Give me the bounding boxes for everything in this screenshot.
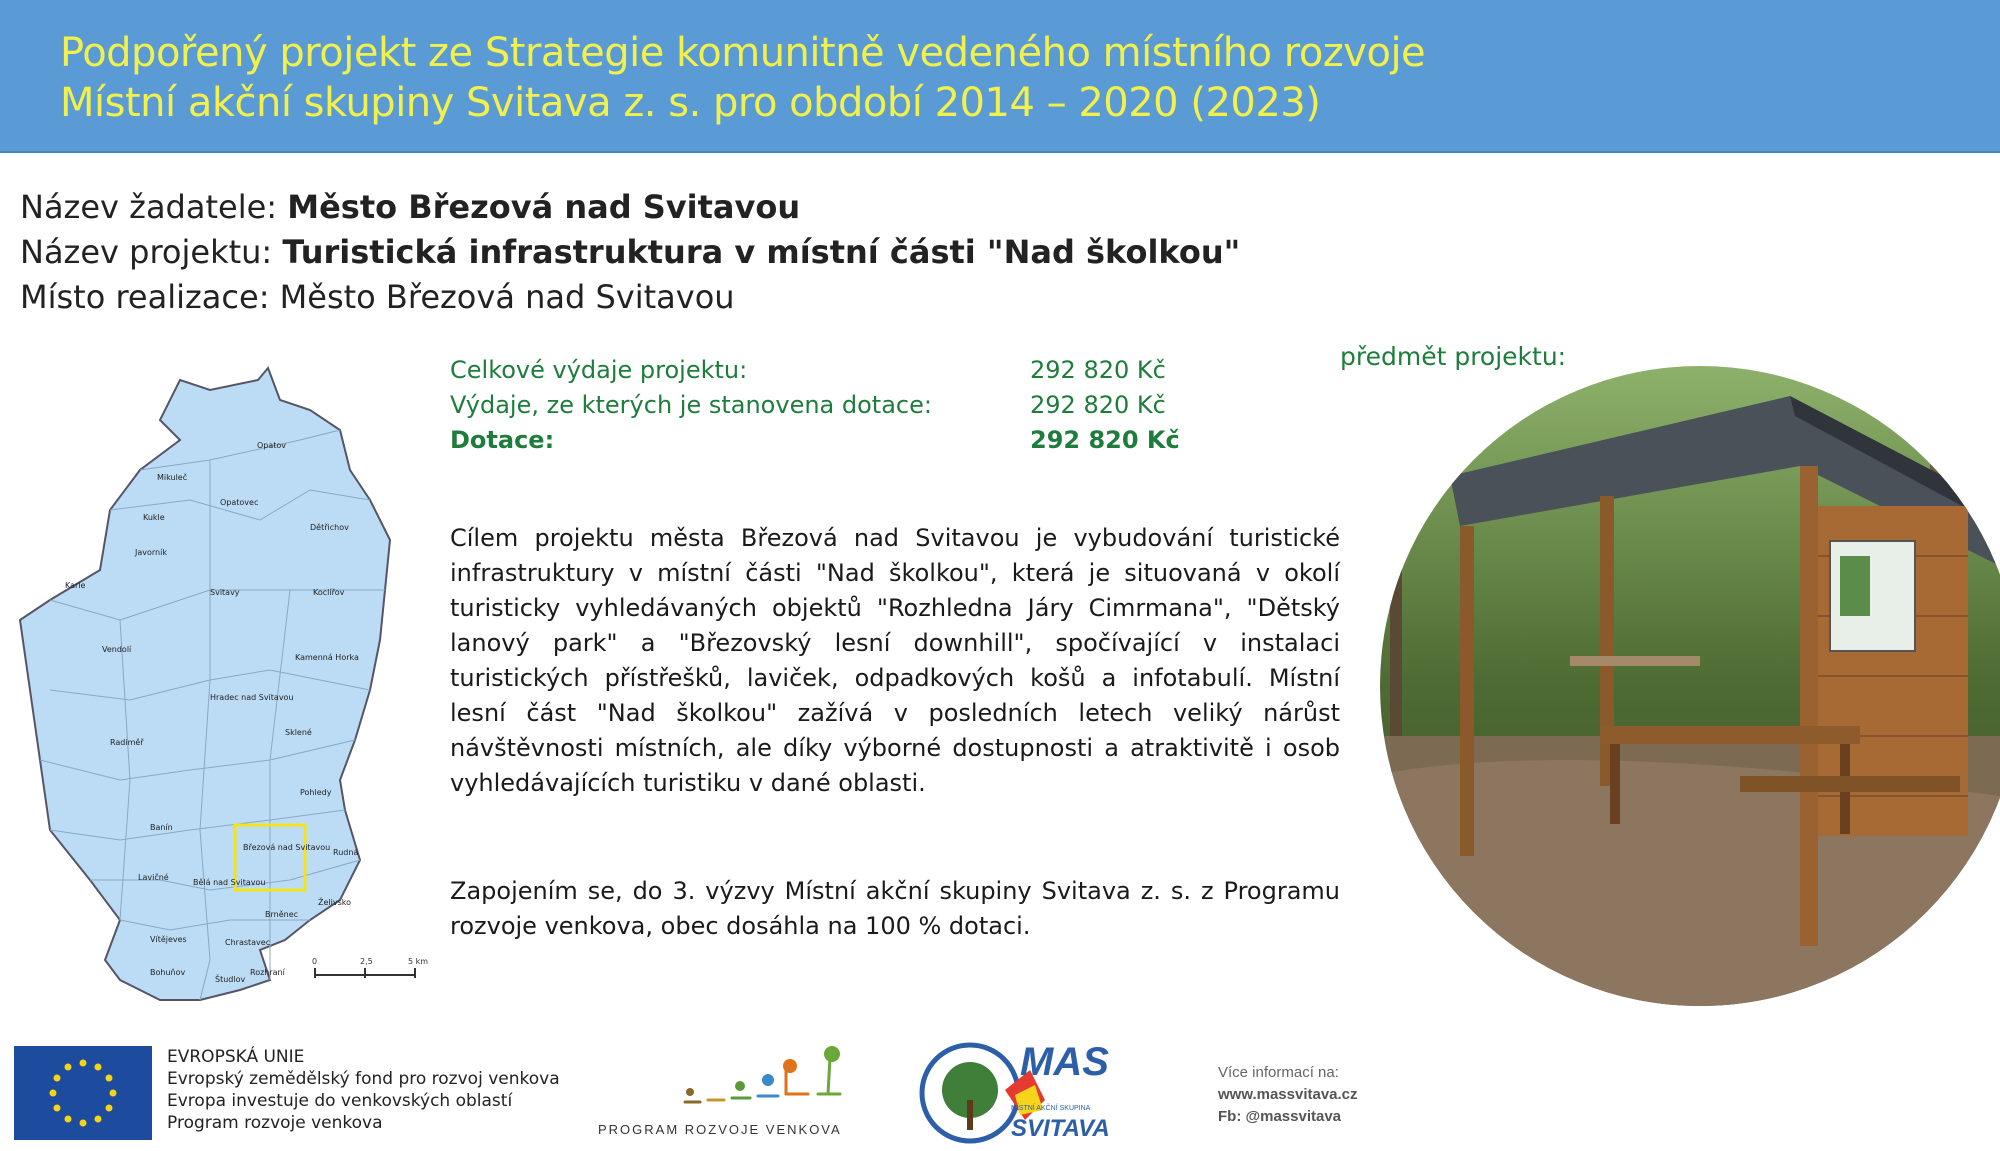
map-label: Kukle <box>143 513 165 522</box>
mas-title: MAS <box>1020 1040 1109 1084</box>
prv-text: PROGRAM ROZVOJE VENKOVA <box>598 1122 842 1137</box>
map-label: Študlov <box>215 975 246 984</box>
map-label: Bělá nad Svitavou <box>193 878 266 887</box>
budget-value: 292 820 Kč <box>1030 391 1166 419</box>
map-label: Želivsko <box>318 898 351 907</box>
map-label: Březová nad Svitavou <box>243 843 331 852</box>
map-label: Koclířov <box>313 588 345 597</box>
map-label: Opatov <box>257 441 287 450</box>
project-value: Turistická infrastruktura v místní části "Nad školkou" <box>282 233 1241 271</box>
more-info-web[interactable]: www.massvitava.cz <box>1218 1086 1358 1103</box>
budget-label: Výdaje, ze kterých je stanovena dotace: <box>450 391 932 419</box>
mas-small-text: MÍSTNÍ AKČNÍ SKUPINA <box>1011 1105 1091 1112</box>
eu-line: EVROPSKÁ UNIE <box>167 1047 305 1067</box>
map-label: Kamenná Horka <box>295 653 359 662</box>
map-label: Bohuňov <box>150 968 186 977</box>
map-label: Hradec nad Svitavou <box>210 693 294 702</box>
budget-label: Dotace: <box>450 426 555 454</box>
place-value: Město Březová nad Svitavou <box>279 278 735 316</box>
map-label: Brněnec <box>265 910 299 919</box>
mas-sub: SVITAVA <box>1011 1115 1110 1142</box>
place-label: Místo realizace: <box>20 278 280 316</box>
eu-line: Program rozvoje venkova <box>167 1113 383 1133</box>
map-label: Pohledy <box>300 788 332 797</box>
map-label: Mikuleč <box>157 473 188 482</box>
place-line <box>20 278 735 316</box>
budget-value: 292 820 Kč <box>1030 356 1166 384</box>
more-info-facebook[interactable]: Fb: @massvitava <box>1218 1108 1342 1125</box>
project-photo <box>1370 356 2000 1010</box>
budget-row-eligible <box>450 391 1170 426</box>
subject-label: předmět projektu: <box>1340 342 1567 371</box>
budget-value: 292 820 Kč <box>1030 426 1180 454</box>
scale-label: 0 <box>312 957 318 966</box>
more-info <box>1218 1062 1358 1128</box>
project-label: Název projektu: <box>20 233 283 271</box>
map-label: Rudná <box>333 848 359 857</box>
region-map <box>10 360 440 1010</box>
header-title-line1: Podpořený projekt ze Strategie komunitně vedeného místního rozvoje <box>60 30 1426 76</box>
eu-line: Evropský zemědělský fond pro rozvoj venkova <box>167 1069 560 1089</box>
project-conclusion: Zapojením se, do 3. výzvy Místní akční skupiny Svitava z. s. z Programu rozvoje venkova, obec dosáhla na 100 % dotaci. <box>450 877 1340 940</box>
map-label: Vítějeves <box>150 935 187 944</box>
budget-table <box>450 356 1180 461</box>
eu-text-block <box>167 1046 560 1134</box>
header-title-line2: Místní akční skupiny Svitava z. s. pro období 2014 – 2020 (2023) <box>60 80 1321 126</box>
scale-label: 5 km <box>408 957 429 966</box>
map-label: Opatovec <box>220 498 259 507</box>
map-label: Banín <box>150 823 173 832</box>
map-label: Karle <box>65 581 86 590</box>
map-label: Rozhraní <box>250 968 285 977</box>
map-label: Chrastavec <box>225 938 271 947</box>
applicant-value: Město Březová nad Svitavou <box>287 188 801 226</box>
scale-label: 2,5 <box>360 957 373 966</box>
budget-label: Celkové výdaje projektu: <box>450 356 748 384</box>
map-label: Svitavy <box>210 588 240 597</box>
mas-svitava-logo <box>915 1040 1135 1146</box>
project-line <box>20 233 1240 271</box>
eu-line: Evropa investuje do venkovských oblastí <box>167 1091 513 1111</box>
map-label: Javorník <box>135 548 167 557</box>
header-banner <box>0 0 2000 153</box>
map-label: Lavičné <box>138 873 169 882</box>
map-scale-bar <box>312 957 428 978</box>
applicant-line <box>20 188 800 226</box>
project-description: Cílem projektu města Březová nad Svitavou je vybudování turistické infrastruktury v místní části "Nad školkou", která je situovaná v okolí turisticky vyhledávaných objektů "Rozhledna Járy Cimrmana", "Dětský lanový park" a "Březovský lesní downhill", spočívající v instalaci turistických přístřešků, laviček, odpadkových košů a infotabulí. Místní lesní část "Nad školkou" zažívá v posledních letech veliký nárůst návštěvnosti místních, ale díky výborné dostupnosti a atraktivitě i osob vyhledávajících turistiku v dané oblasti. <box>450 524 1340 797</box>
eu-flag-icon <box>14 1046 152 1140</box>
map-label: Vendolí <box>102 645 132 654</box>
budget-row-subsidy <box>450 426 1180 461</box>
map-label: Dětřichov <box>310 523 349 532</box>
applicant-label: Název žadatele: <box>20 188 288 226</box>
more-info-label: Více informací na: <box>1218 1064 1339 1081</box>
map-label: Radiměř <box>110 738 144 747</box>
budget-row-total <box>450 356 1170 391</box>
map-label: Sklené <box>285 728 312 737</box>
